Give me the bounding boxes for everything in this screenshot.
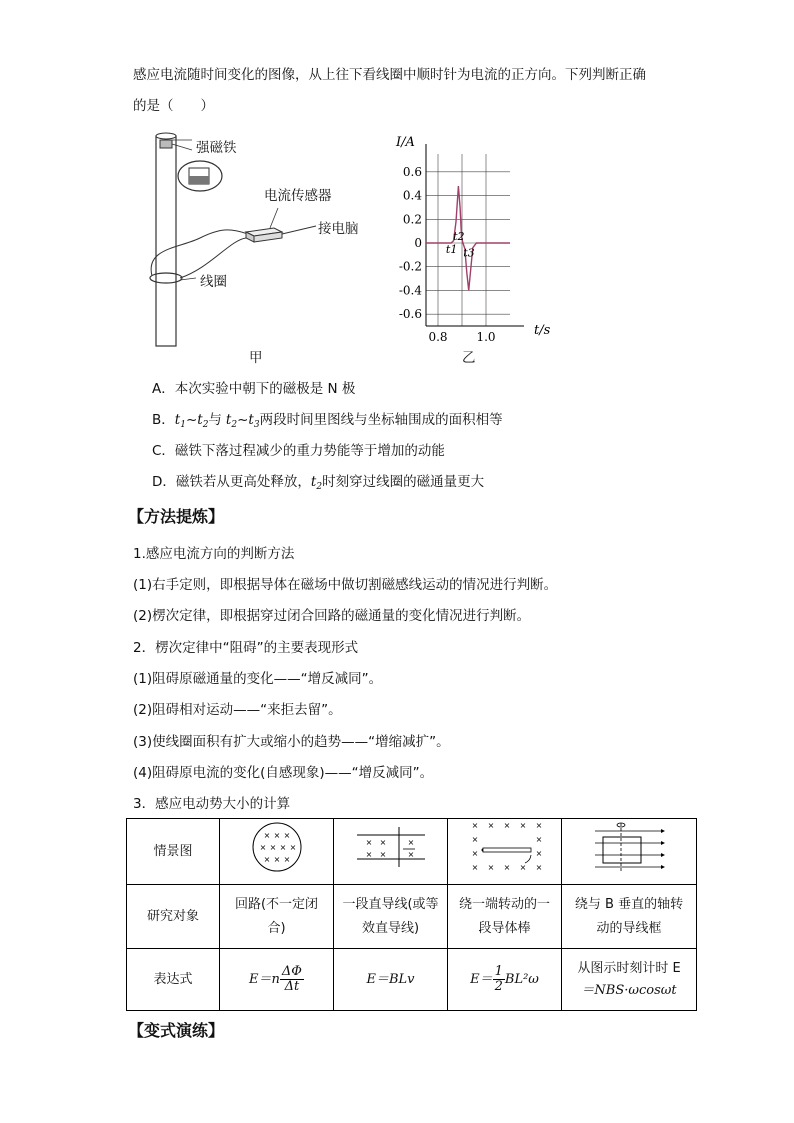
current-time-chart xyxy=(360,128,560,363)
scene-frame xyxy=(562,819,697,885)
svg-text:×: × xyxy=(379,838,386,847)
tube xyxy=(156,136,176,346)
svg-text:×: × xyxy=(535,849,542,858)
loop-field-diagram xyxy=(247,821,307,873)
option-d: D．磁铁若从更高处释放，$t_2$时刻穿过线圈的磁通量更大 xyxy=(152,474,485,492)
label-sensor: 电流传感器 xyxy=(264,188,332,204)
svg-text:×: × xyxy=(379,850,386,859)
svg-text:×: × xyxy=(365,850,372,859)
formula-loop: E＝n $\frac{\Delta\Phi}{\Delta t}$ xyxy=(220,949,334,1011)
y-tick-label: -0.2 xyxy=(398,259,422,274)
method-p8: (4)阻碍原电流的变化(自感现象)——“增反减同”。 xyxy=(133,765,434,781)
svg-text:×: × xyxy=(471,821,478,830)
svg-text:×: × xyxy=(273,855,280,864)
figure-b-caption: 乙 xyxy=(462,350,476,366)
y-axis-label: I/A xyxy=(396,135,415,150)
svg-text:×: × xyxy=(487,821,494,830)
label-coil: 线圈 xyxy=(200,274,227,290)
row-header-object: 研究对象 xyxy=(127,885,220,949)
x-tick-label: 1.0 xyxy=(476,330,496,344)
svg-text:×: × xyxy=(535,821,542,830)
svg-text:×: × xyxy=(407,838,414,847)
method-p1: 1.感应电流方向的判断方法 xyxy=(133,546,295,562)
svg-text:×: × xyxy=(273,831,280,840)
svg-text:×: × xyxy=(535,835,542,844)
svg-text:×: × xyxy=(535,863,542,872)
formula-rod: E＝BLv xyxy=(334,949,448,1011)
y-tick-label: 0.4 xyxy=(402,188,422,203)
x-tick-label: 0.8 xyxy=(428,330,448,344)
tube-top xyxy=(156,133,176,139)
svg-text:×: × xyxy=(471,863,478,872)
scene-loop xyxy=(220,819,334,885)
annotation-t1: t1 xyxy=(445,242,458,256)
svg-text:×: × xyxy=(503,863,510,872)
formula-frame: 从图示时刻计时 E ＝NBS·ωcosωt xyxy=(562,949,697,1011)
svg-text:×: × xyxy=(283,831,290,840)
object-rod: 一段直导线(或等效直导线) xyxy=(334,885,448,949)
method-p3: (2)楞次定律，即根据穿过闭合回路的磁通量的变化情况进行判断。 xyxy=(133,608,531,624)
option-c: C．磁铁下落过程减少的重力势能等于增加的动能 xyxy=(152,443,445,459)
y-tick-label: 0.2 xyxy=(402,212,422,227)
x-axis-label: t/s xyxy=(534,323,551,338)
question-line-2: 的是（ ） xyxy=(133,98,214,114)
y-tick-label: -0.6 xyxy=(398,307,422,322)
object-rotating-rod: 绕一端转动的一段导体棒 xyxy=(448,885,562,949)
method-p9: 3．感应电动势大小的计算 xyxy=(133,796,291,812)
method-p6: (2)阻碍相对运动——“来拒去留”。 xyxy=(133,702,342,718)
question-line-1: 感应电流随时间变化的图像，从上往下看线圈中顺时针为电流的正方向。下列判断正确 xyxy=(133,67,646,83)
svg-text:×: × xyxy=(269,843,276,852)
svg-text:×: × xyxy=(471,849,478,858)
figure-a-caption: 甲 xyxy=(249,350,263,366)
y-tick-label: -0.4 xyxy=(398,283,422,298)
row-header-formula: 表达式 xyxy=(127,949,220,1011)
label-magnet: 强磁铁 xyxy=(196,140,237,156)
figure-a-diagram xyxy=(140,128,380,363)
row-header-scene: 情景图 xyxy=(127,819,220,885)
scene-rod xyxy=(334,819,448,885)
svg-text:×: × xyxy=(519,863,526,872)
y-tick-label: 0 xyxy=(414,236,422,250)
variant-heading: 【变式演练】 xyxy=(128,1021,225,1040)
method-p7: (3)使线圈面积有扩大或缩小的趋势——“增缩减扩”。 xyxy=(133,734,450,750)
label-computer: 接电脑 xyxy=(318,221,359,237)
current-series-line xyxy=(426,186,510,290)
y-tick-label: 0.6 xyxy=(402,164,422,179)
object-loop: 回路(不一定闭合) xyxy=(220,885,334,949)
method-p2: (1)右手定则，即根据导体在磁场中做切割磁感线运动的情况进行判断。 xyxy=(133,577,558,593)
method-p5: (1)阻碍原磁通量的变化——“增反减同”。 xyxy=(133,671,383,687)
svg-text:×: × xyxy=(263,831,270,840)
option-b: B．$t_1\sim t_2$与 $t_2\sim t_3$两段时间里图线与坐标轴围成的面积相等 xyxy=(152,412,503,430)
option-a: A．本次实验中朝下的磁极是 N 极 xyxy=(152,381,356,397)
rotating-frame-diagram xyxy=(591,819,667,875)
emf-table xyxy=(126,818,697,1011)
formula-rotating-rod: E＝ $\frac{1}{2}$ BL²ω xyxy=(448,949,562,1011)
svg-text:×: × xyxy=(283,855,290,864)
sliding-rod-diagram xyxy=(355,821,427,873)
svg-text:×: × xyxy=(407,850,414,859)
scene-rotating-rod xyxy=(448,819,562,885)
svg-text:×: × xyxy=(487,863,494,872)
svg-text:×: × xyxy=(263,855,270,864)
object-frame: 绕与 B 垂直的轴转动的导线框 xyxy=(562,885,697,949)
svg-text:×: × xyxy=(365,838,372,847)
magnet xyxy=(160,140,172,148)
method-p4: 2．楞次定律中“阻碍”的主要表现形式 xyxy=(133,640,359,656)
svg-text:×: × xyxy=(289,843,296,852)
svg-text:×: × xyxy=(519,821,526,830)
svg-text:×: × xyxy=(279,843,286,852)
annotation-t2: t2 xyxy=(453,229,465,243)
annotation-t3: t3 xyxy=(463,246,475,260)
svg-text:×: × xyxy=(259,843,266,852)
svg-text:×: × xyxy=(471,835,478,844)
method-heading: 【方法提炼】 xyxy=(128,507,225,526)
svg-text:×: × xyxy=(503,821,510,830)
rotating-rod-diagram xyxy=(465,819,545,875)
